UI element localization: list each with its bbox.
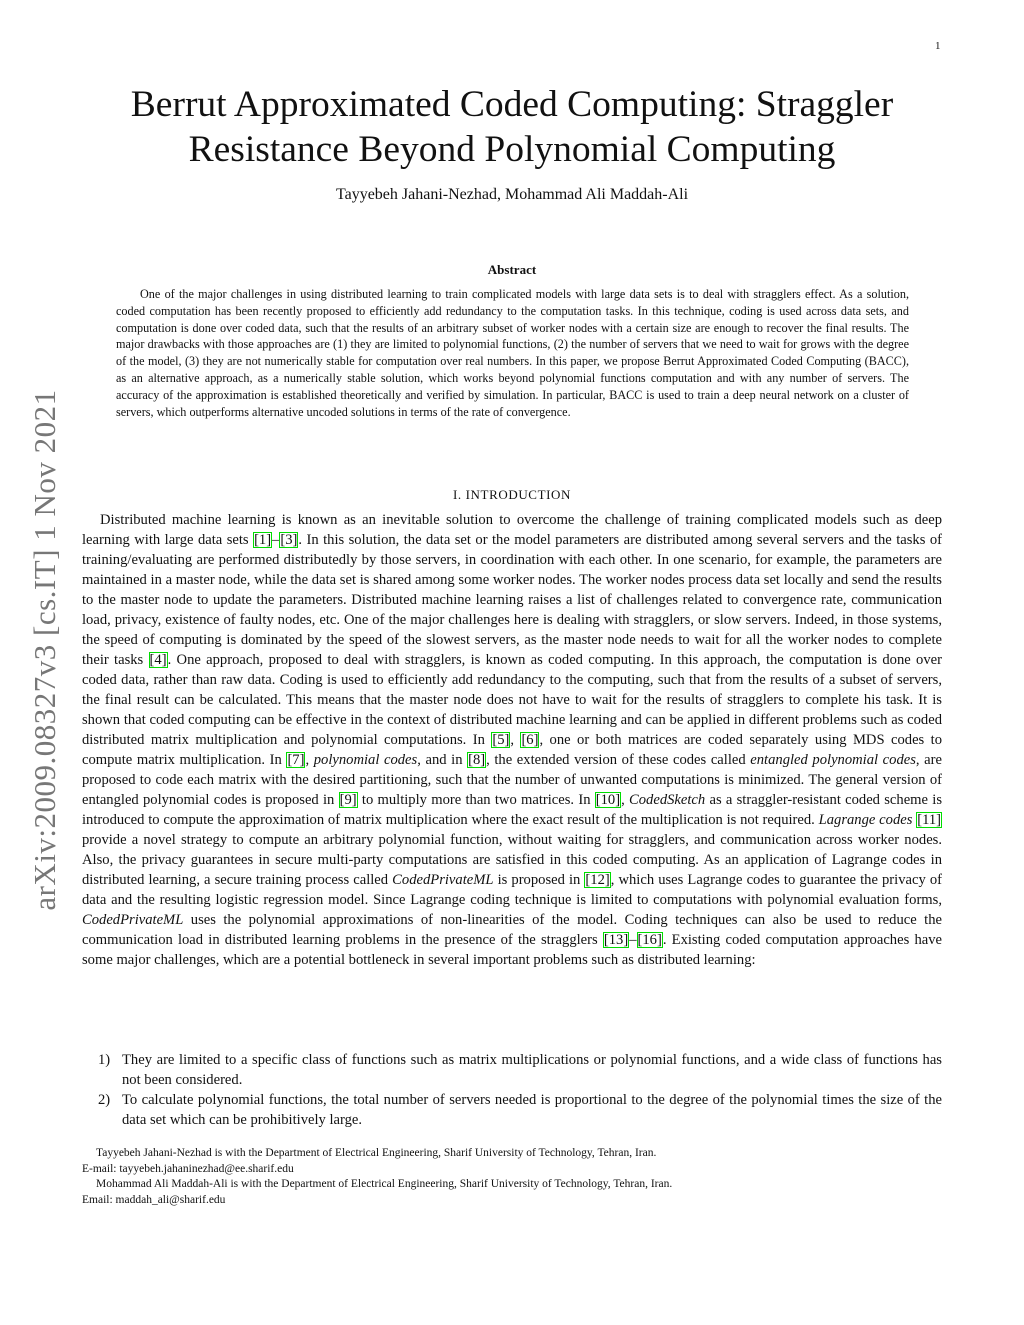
citation-link[interactable]: [9] [339, 792, 357, 808]
citation-link[interactable]: [5] [492, 732, 510, 748]
citation-link[interactable]: [1] [254, 532, 272, 548]
intro-text: uses the polynomial approximations of non-linearities of the model. Coding techniques can also be used to reduce the communication load in distributed learning problems in the presence of the stragglers [82, 912, 942, 948]
intro-text: provide a novel strategy to compute an arbitrary polynomial function, without waiting for stragglers, and communication across worker nodes. Also, the privacy guarantees in secure multi-party computations are satisfied in this coded computing. As an application of Lagrange codes in distributed learning, a secure training process called [82, 832, 942, 888]
abstract-heading: Abstract [487, 262, 537, 277]
emphasis-term: Lagrange codes [818, 812, 913, 828]
intro-text: , [305, 752, 314, 768]
citation-link[interactable]: [12] [585, 872, 610, 888]
footnote-email: E-mail: tayyebeh.jahaninezhad@ee.sharif.edu [82, 1162, 294, 1175]
intro-text: . Existing coded computation approaches have some major challenges, which are a potential bottleneck in several important problems such as distributed learning: [82, 932, 942, 968]
emphasis-term: CodedSketch [629, 792, 706, 808]
intro-text: , [621, 792, 630, 808]
footnote-email: Email: maddah_ali@sharif.edu [82, 1193, 226, 1206]
intro-text: as a straggler-resistant coded scheme is introduced to compute the approximation of matrix multiplication where the exact result of the multiplication is not required. [82, 792, 942, 828]
citation-link[interactable]: [11] [917, 812, 941, 828]
intro-text: , [510, 732, 521, 748]
intro-text: , one or both matrices are coded separately using MDS codes to compute matrix multiplication. In [82, 732, 942, 768]
challenge-list [82, 1050, 942, 1130]
intro-text: – [272, 532, 280, 548]
section-numeral: I. [452, 487, 462, 502]
paper-title: Berrut Approximated Coded Computing: Straggler Resistance Beyond Polynomial Computing [130, 84, 894, 170]
emphasis-term: polynomial codes [313, 752, 418, 768]
citation-link[interactable]: [10] [595, 792, 621, 808]
citation-link[interactable]: [8] [468, 752, 486, 768]
section-heading [70, 487, 954, 503]
intro-text: , the extended version of these codes called [486, 752, 751, 768]
author-list: Tayyebeh Jahani-Nezhad, Mohammad Ali Maddah-Ali [335, 186, 689, 203]
arxiv-identifier[interactable]: arXiv:2009.08327v3 [cs.IT] 1 Nov 2021 [27, 389, 62, 911]
list-item-text: To calculate polynomial functions, the total number of servers needed is proportional to the degree of the polynomial times the size of the data set which can be prohibitively large. [122, 1092, 942, 1128]
intro-text: , which uses Lagrange codes to guarantee the privacy of data and the resulting logistic regression model. Since Lagrange coding technique is limited to computations with polynomial evaluation forms, [82, 872, 942, 908]
intro-text: . One approach, proposed to deal with stragglers, is known as coded computing. In this approach, the computation is done over coded data, rather than raw data. Coding is used to efficiently add redundancy to the computing, such that from the results of a subset of servers, the final result can be calculated. This means that the master node does not have to wait for the results of stragglers to complete his task. It is shown that coded computing can be effective in the context of distributed machine learning and can be applied in different problems such as coded distributed matrix multiplication and polynomial computations. In [82, 652, 942, 748]
citation-link[interactable]: [6] [521, 732, 539, 748]
footnote-affiliation: Tayyebeh Jahani-Nezhad is with the Department of Electrical Engineering, Sharif University of Technology, Tehran, Iran. [96, 1147, 657, 1159]
list-item-number: 1) [98, 1052, 111, 1068]
list-item [82, 1090, 942, 1130]
abstract-text: One of the major challenges in using distributed learning to train complicated models with large data sets is to deal with stragglers effect. As a solution, coded computation has been recently proposed to efficiently add redundancy to the computation tasks. In this technique, coding is used across data sets, and computation is done over coded data, such that the results of an arbitrary subset of worker nodes with a certain size are enough to recover the final results. The major drawbacks with those approaches are (1) they are limited to polynomial functions, (2) the number of servers that we need to wait for grows with the degree of the model, (3) they are not numerically stable for computation over real numbers. In this paper, we propose Berrut Approximated Coded Computing (BACC), as an alternative approach, as a numerically stable solution, which works beyond polynomial functions computation and with any number of servers. The accuracy of the approximation is established theoretically and verified by simulation. In particular, BACC is used to train a deep neural network on a cluster of servers, which outperforms alternative uncoded solutions in terms of the rate of convergence. [116, 287, 909, 419]
citation-link[interactable]: [4] [149, 652, 167, 668]
footnotes [82, 1146, 942, 1208]
citation-link[interactable]: [16] [637, 932, 662, 948]
intro-text: is proposed in [493, 872, 585, 888]
intro-text: Distributed machine learning is known as an inevitable solution to overcome the challenge of training complicated models such as deep learning with large data sets [82, 512, 942, 548]
citation-link[interactable]: [3] [280, 532, 298, 548]
footnote-affiliation: Mohammad Ali Maddah-Ali is with the Department of Electrical Engineering, Sharif University of Technology, Tehran, Iran. [96, 1178, 673, 1190]
intro-text: , and in [417, 752, 468, 768]
list-item [82, 1050, 942, 1090]
emphasis-term: CodedPrivateML [392, 872, 494, 888]
introduction-paragraph [82, 510, 942, 970]
list-item-number: 2) [98, 1092, 111, 1108]
intro-text: . In this solution, the data set or the model parameters are distributed among several servers and the tasks of training/evaluating are performed distributedly by those servers, in coordination with each other. In one scenario, for example, the parameters are maintained in a master node, while the data set is shared among some worker nodes. The worker nodes process data set locally and send the results to the master node to update the parameters. Distributed machine learning raises a list of challenges related to convergence rate, communication load, privacy, existence of faulty nodes, etc. One of the major challenges here is dealing with stragglers, or slow servers. Indeed, in those systems, the speed of computing is dominated by the speed of the slowest servers, as the master node needs to wait for all the worker nodes to complete their tasks [82, 532, 942, 668]
intro-text: to multiply more than two matrices. In [357, 792, 595, 808]
intro-text: , are proposed to code each matrix with the desired partitioning, such that the number of unwanted computations is minimized. The general version of entangled polynomial codes is proposed in [82, 752, 942, 808]
intro-text: – [629, 932, 637, 948]
citation-link[interactable]: [13] [603, 932, 629, 948]
emphasis-term: CodedPrivateML [82, 912, 184, 928]
emphasis-term: entangled polynomial codes [750, 752, 916, 768]
page-number: 1 [935, 40, 941, 52]
citation-link[interactable]: [7] [287, 752, 305, 768]
list-item-text: They are limited to a specific class of functions such as matrix multiplications or polynomial functions, and a wide class of functions has not been considered. [122, 1052, 942, 1088]
section-name: INTRODUCTION [465, 487, 572, 502]
